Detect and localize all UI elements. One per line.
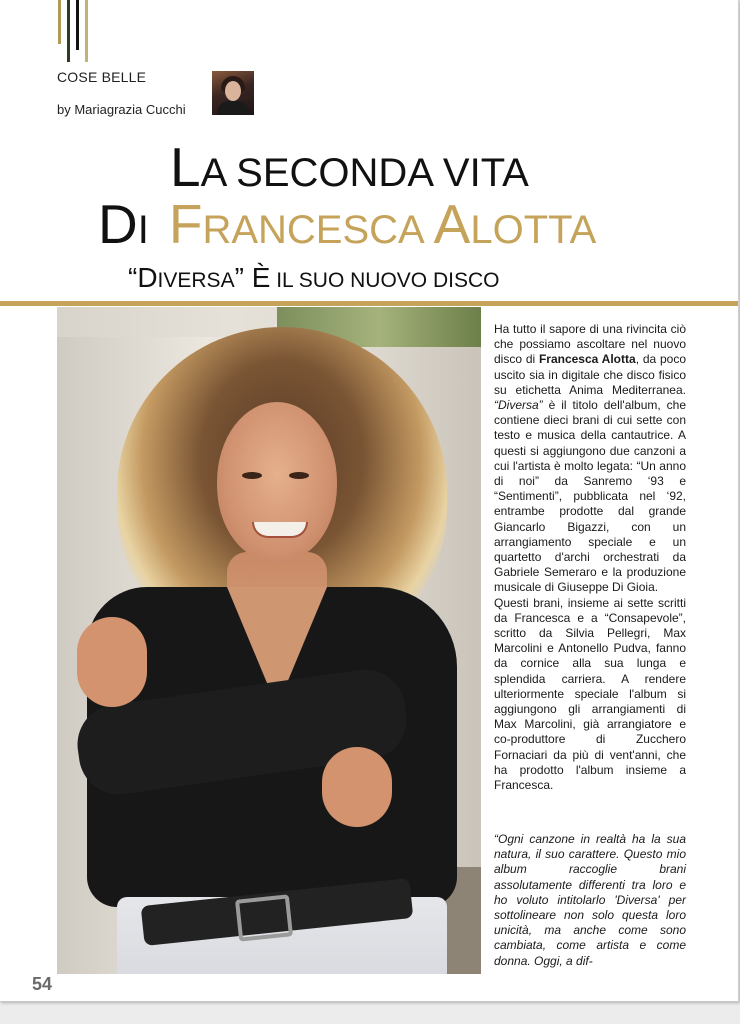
section-label: COSE BELLE	[57, 69, 147, 85]
main-photo	[57, 307, 481, 974]
body-paragraph-2: Questi brani, insieme ai sette scritti da Francesca e a “Consapevole”, scritto da Silvia Pellegri, Max Marcolini e Antonello Pudva, fanno da cornice alla sua lunga e splendida carriera. A rendere ulteriormente speciale l'album si aggiungono gli arrangiamenti di Max Marcolini, già arrangiatore e co-produttore di Zucchero Fornaciari da più di vent'anni, che ha prodotto l'album insieme a Francesca.	[494, 595, 686, 793]
author-photo	[212, 71, 254, 115]
decorative-lines	[58, 0, 88, 64]
article-title-line1: LA SECONDA VITA	[170, 136, 529, 198]
pull-quote: “Ogni canzone in realtà ha la sua natura, il suo carattere. Questo mio album raccoglie brani assolutamente differenti tra loro e ho voluto intitolarlo 'Diversa' per sottolineare non solo questa loro unicità, ma anche come sono cambiata, come artista e come donna. Oggi, a dif-	[494, 832, 686, 968]
article-title-line2: DI FRANCESCA ALOTTA	[98, 193, 597, 255]
artist-name: FRANCESCA ALOTTA	[168, 193, 597, 255]
body-paragraph-1: Ha tutto il sapore di una rivincita ciò che possiamo ascoltare nel nuovo disco di Francesca Alotta, da poco uscito sia in digitale che disco fisico su etichetta Anima Mediterranea. “Diversa” è il titolo dell'album, che contiene dieci brani di cui sette con testo e musica della cantautrice. A questi si aggiungono due canzoni a cui l'artista è molto legata: “Un anno di noi” da Sanremo ‘93 e “Sentimenti”, pubblicata nel ‘92, entrambe prodotte dal grande Giancarlo Bigazzi, con un arrangiamento speciale e un quartetto d'archi orchestrati da Gabriele Semeraro e la produzione musicale di Giuseppe Di Gioia.	[494, 322, 686, 595]
author-byline: by Mariagrazia Cucchi	[57, 102, 186, 117]
page-number: 54	[32, 974, 53, 994]
article-subtitle: “DIVERSA” È IL SUO NUOVO DISCO	[128, 262, 500, 293]
gold-divider	[0, 301, 738, 306]
article-body	[494, 322, 686, 793]
